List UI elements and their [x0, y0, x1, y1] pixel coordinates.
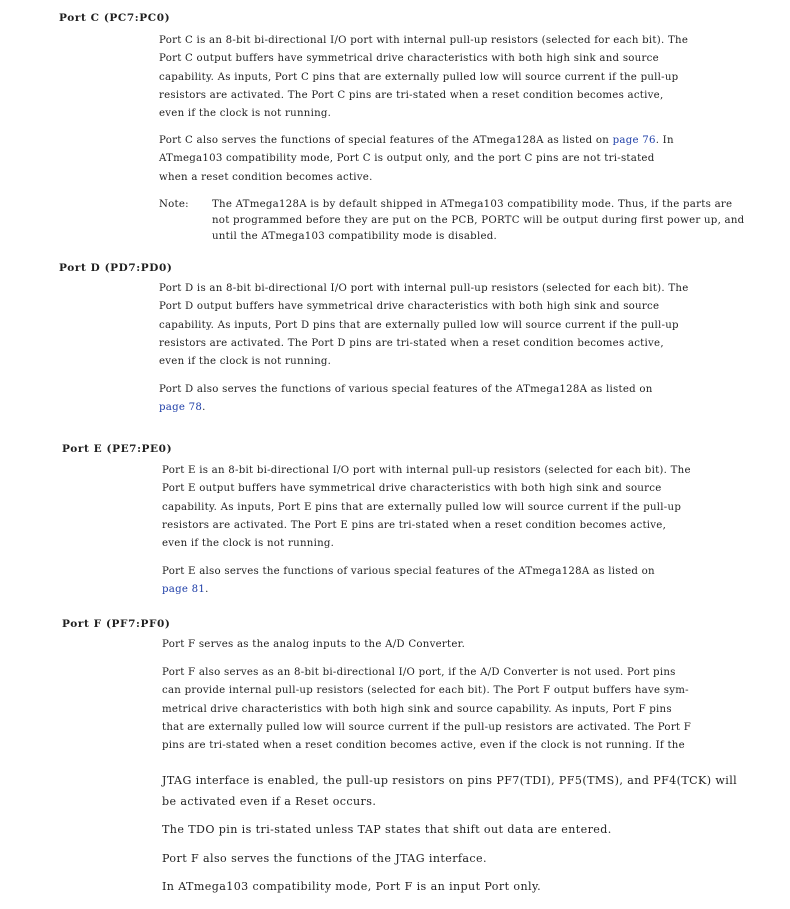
- port-d-paragraph-1: [159, 280, 688, 371]
- text-line: ATmega103 compatibility mode, Port C is output only, and the port C pins are not tri-stated: [159, 153, 655, 165]
- note-label: Note:: [159, 199, 189, 210]
- port-d-heading: Port D (PD7:PD0): [59, 262, 173, 274]
- text-line: Port D output buffers have symmetrical drive characteristics with both high sink and source: [159, 301, 660, 313]
- text-run: . In: [655, 135, 674, 146]
- text-line: Port C output buffers have symmetrical drive characteristics with both high sink and source: [159, 53, 659, 65]
- text-line: that are externally pulled low will source current if the pull-up resistors are activated. The Port F: [162, 721, 692, 733]
- port-c-heading: Port C (PC7:PC0): [59, 12, 171, 24]
- text-line: Port E is an 8-bit bi-directional I/O port with internal pull-up resistors (selected for each bit). The: [162, 465, 691, 476]
- text-line: Port F also serves as an 8-bit bi-directional I/O port, if the A/D Converter is not used. Port pins: [162, 667, 676, 678]
- text-line: be activated even if a Reset occurs.: [162, 795, 377, 808]
- port-f-paragraph-6: [162, 876, 541, 897]
- text-line: Port F also serves the functions of the JTAG interface.: [162, 852, 487, 865]
- page-76-link[interactable]: page 76: [612, 135, 656, 146]
- text-line: capability. As inputs, Port E pins that are externally pulled low will source current if the pull-up: [162, 501, 682, 513]
- text-line: pins are tri-stated when a reset condition becomes active, even if the clock is not running. If the: [162, 740, 685, 752]
- text-line: even if the clock is not running.: [159, 108, 332, 120]
- text-line: resistors are activated. The Port D pins are tri-stated when a reset condition becomes active,: [159, 337, 664, 349]
- port-c-note: [212, 197, 744, 245]
- text-line: Port F serves as the analog inputs to the A/D Converter.: [162, 639, 466, 650]
- port-e-heading: Port E (PE7:PE0): [62, 443, 173, 455]
- port-c-paragraph-1: [159, 32, 688, 123]
- text-line: The TDO pin is tri-stated unless TAP states that shift out data are entered.: [162, 823, 612, 836]
- port-f-paragraph-2: [162, 664, 691, 755]
- text-line: can provide internal pull-up resistors (selected for each bit). The Port F output buffers have sym-: [162, 685, 689, 697]
- port-f-paragraph-4: [162, 819, 612, 840]
- page-78-link[interactable]: page 78: [159, 402, 203, 414]
- port-f-paragraph-5: [162, 848, 487, 869]
- text-line: not programmed before they are put on the PCB, PORTC will be output during first power up, and: [212, 215, 745, 226]
- port-f-heading: Port F (PF7:PF0): [62, 618, 171, 630]
- text-line: The ATmega128A is by default shipped in ATmega103 compatibility mode. Thus, if the parts are: [212, 199, 733, 210]
- text-line: JTAG interface is enabled, the pull-up resistors on pins PF7(TDI), PF5(TMS), and PF4(TCK) will: [162, 774, 738, 787]
- text-line: when a reset condition becomes active.: [159, 171, 373, 183]
- text-line: [159, 399, 653, 417]
- text-run: .: [202, 402, 206, 414]
- text-line: resistors are activated. The Port E pins are tri-stated when a reset condition becomes active,: [162, 519, 667, 531]
- port-e-paragraph-1: [162, 462, 691, 553]
- port-c-paragraph-2: [159, 132, 674, 187]
- text-line: even if the clock is not running.: [159, 356, 332, 368]
- text-line: [159, 132, 674, 150]
- text-line: until the ATmega103 compatibility mode is disabled.: [212, 231, 497, 242]
- text-line: Port D also serves the functions of various special features of the ATmega128A as listed on: [159, 384, 653, 395]
- text-line: resistors are activated. The Port C pins are tri-stated when a reset condition becomes active,: [159, 89, 664, 101]
- text-line: capability. As inputs, Port D pins that are externally pulled low will source current if the pull-up: [159, 319, 679, 331]
- text-line: In ATmega103 compatibility mode, Port F is an input Port only.: [162, 880, 542, 893]
- port-f-paragraph-1: [162, 636, 465, 654]
- text-line: Port D is an 8-bit bi-directional I/O port with internal pull-up resistors (selected for each bit). The: [159, 283, 689, 294]
- page-81-link[interactable]: page 81: [162, 584, 206, 596]
- text-line: Port E output buffers have symmetrical drive characteristics with both high sink and source: [162, 483, 662, 495]
- text-line: [162, 581, 655, 599]
- text-line: metrical drive characteristics with both high sink and source capability. As inputs, Port F pins: [162, 703, 672, 715]
- port-e-paragraph-2: [162, 563, 655, 600]
- port-f-paragraph-3: [162, 770, 737, 812]
- text-line: Port E also serves the functions of various special features of the ATmega128A as listed on: [162, 566, 655, 577]
- text-line: even if the clock is not running.: [162, 538, 335, 550]
- port-d-paragraph-2: [159, 381, 653, 418]
- text-run: Port C also serves the functions of special features of the ATmega128A as listed on: [159, 135, 613, 146]
- text-run: .: [205, 584, 209, 596]
- text-line: capability. As inputs, Port C pins that are externally pulled low will source current if the pull-up: [159, 71, 679, 83]
- text-line: Port C is an 8-bit bi-directional I/O port with internal pull-up resistors (selected for each bit). The: [159, 35, 689, 46]
